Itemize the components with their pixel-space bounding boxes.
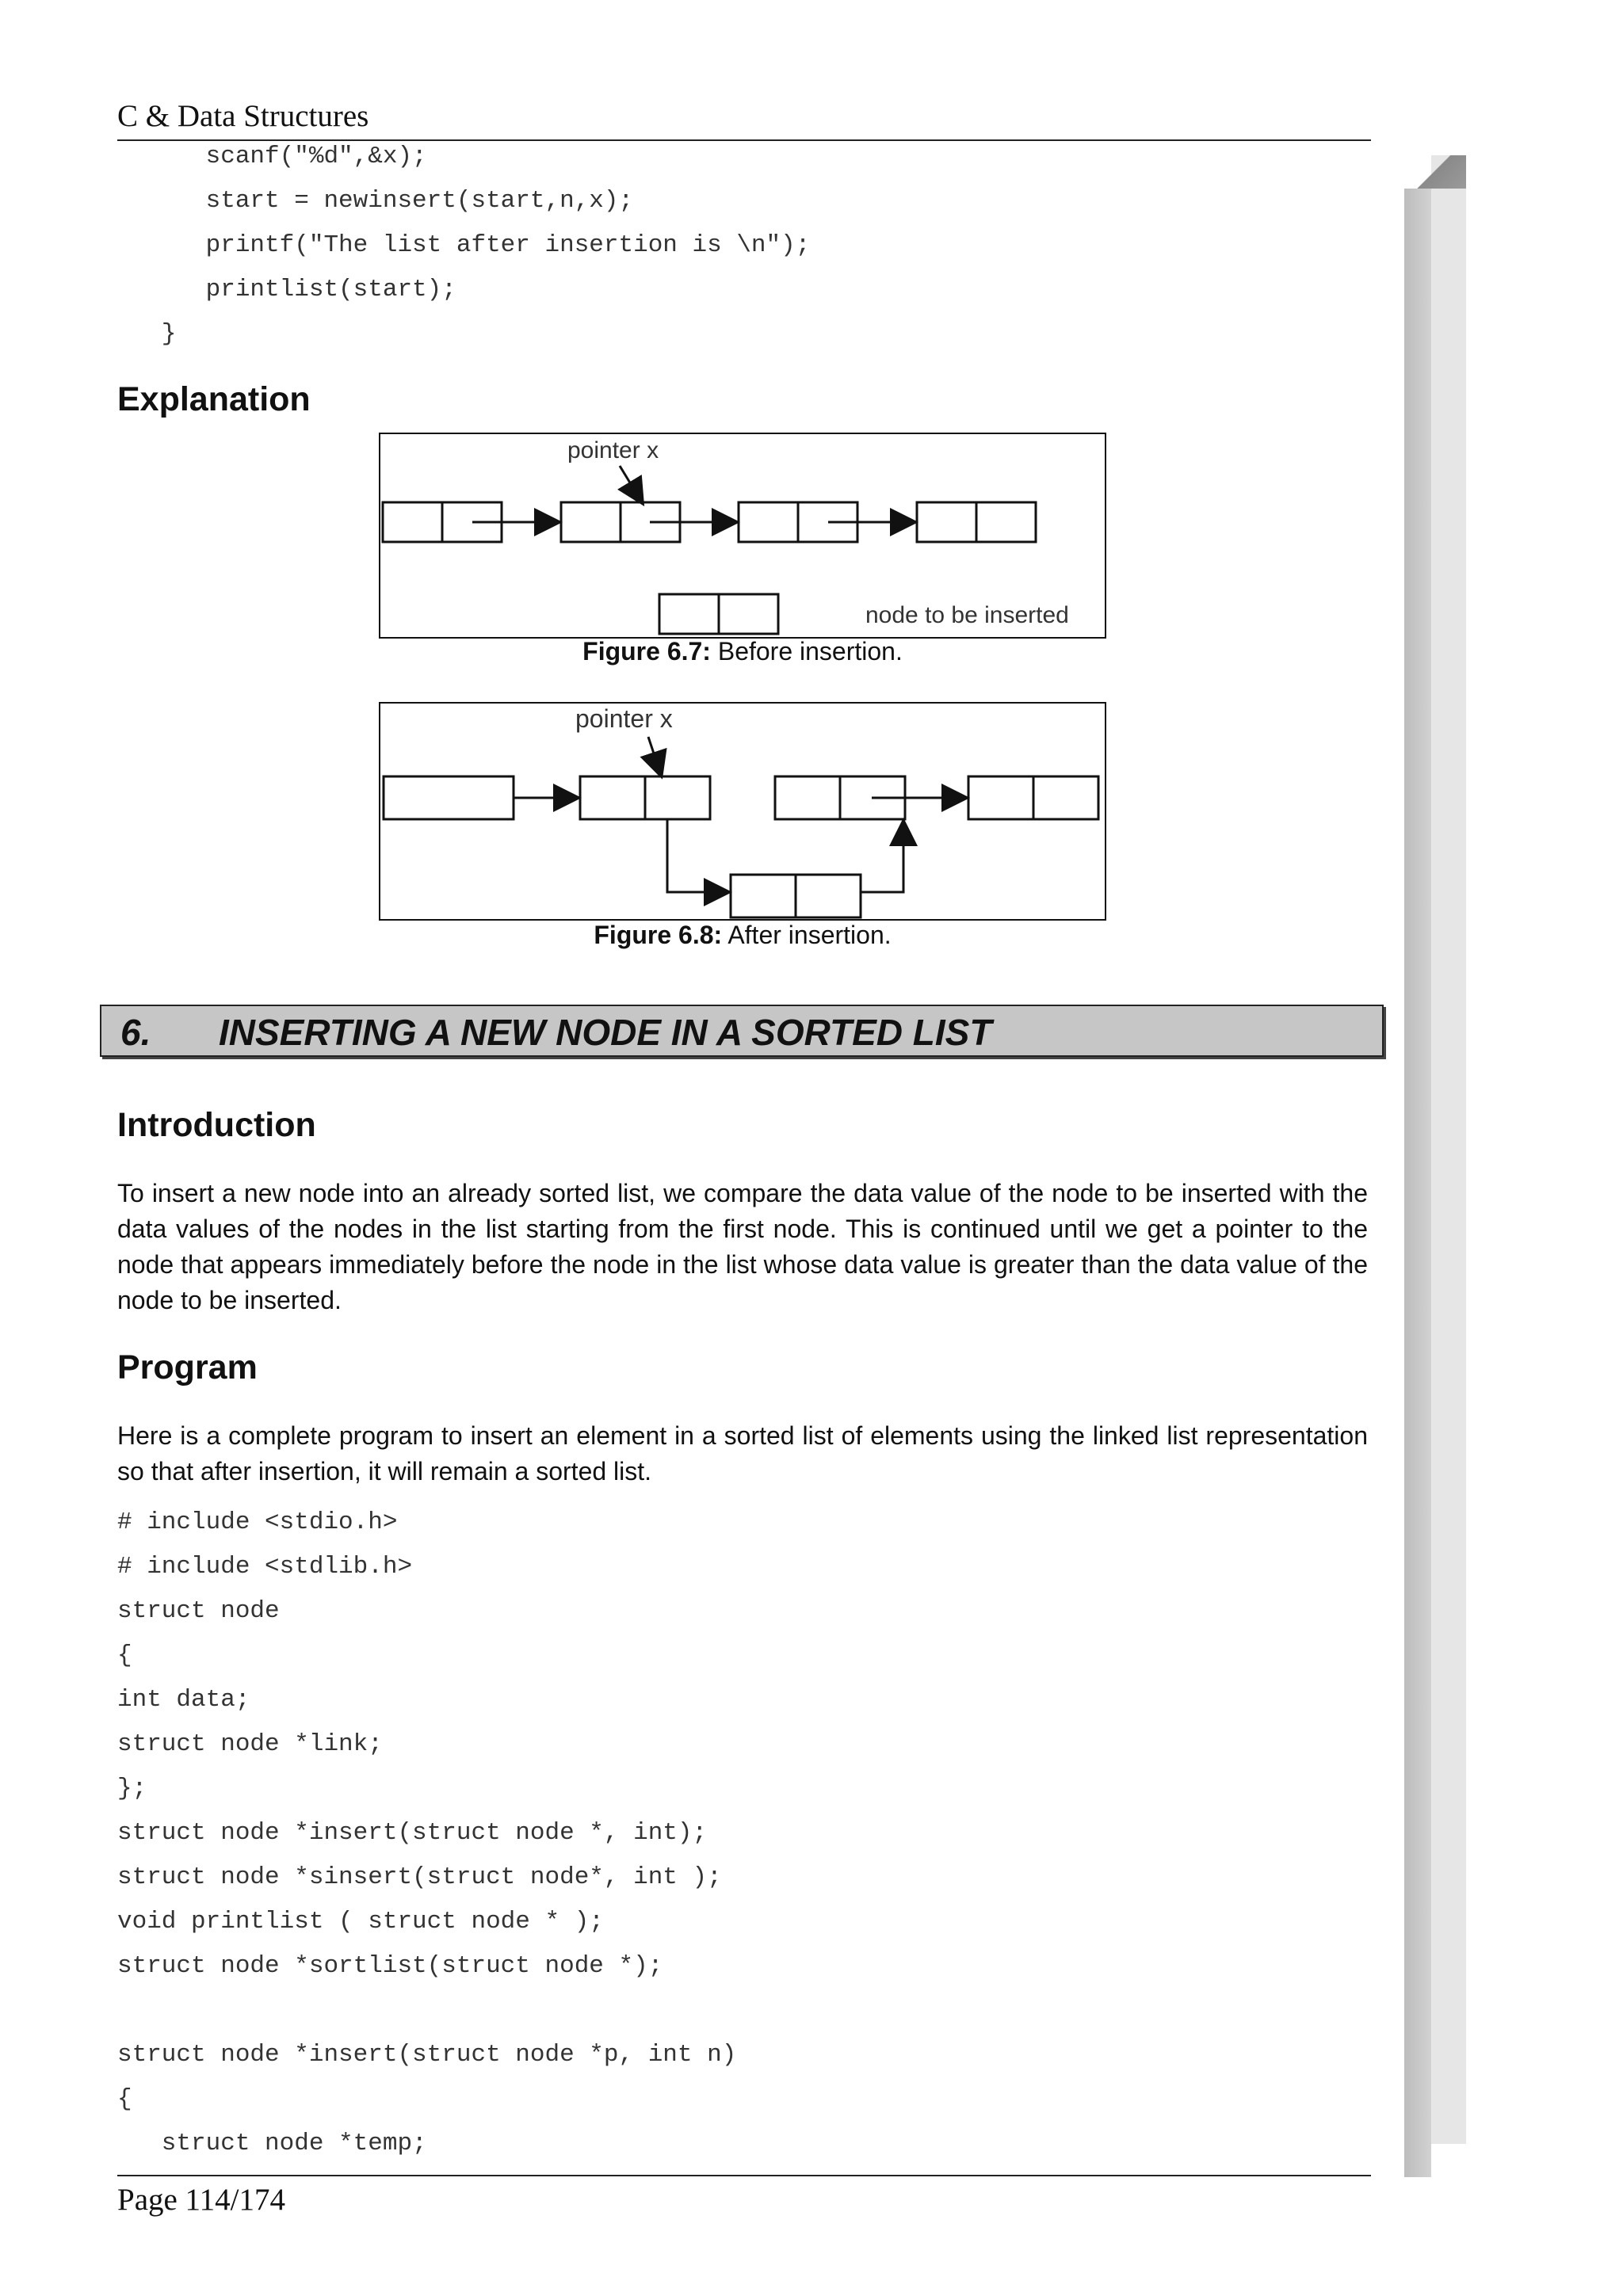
caption-bold: Figure 6.8: [594,921,723,949]
code-line: printf("The list after insertion is \n"); [117,231,811,259]
pointer-label: pointer x [575,704,673,733]
code-line: struct node *link; [117,1730,383,1758]
code-block-top [117,135,810,357]
caption-text: Before insertion. [710,637,903,666]
list-node [968,776,1098,819]
section-title: INSERTING A NEW NODE IN A SORTED LIST [219,1012,992,1053]
code-line: void printlist ( struct node * ); [117,1908,604,1936]
pointer-arrow [620,466,642,502]
code-line: struct node *insert(struct node *p, int n) [117,2041,737,2069]
code-line: int data; [117,1686,250,1714]
code-line: struct node *sortlist(struct node *); [117,1952,663,1980]
section-heading-band [100,1005,1384,1057]
section-number: 6. [120,1012,151,1053]
code-line: scanf("%d",&x); [117,143,427,170]
program-paragraph: Here is a complete program to insert an element in a sorted list of elements using the linked list representation so that after insertion, it will remain a sorted list. [117,1421,1368,1486]
introduction-heading: Introduction [117,1106,316,1144]
code-line: struct node [117,1597,280,1625]
code-line: }; [117,1775,147,1802]
code-line: start = newinsert(start,n,x); [117,187,634,215]
link-arrow [861,822,903,892]
figure-6-8-caption [379,921,1106,950]
footer-rule [117,2175,1371,2176]
code-line: } [117,320,177,348]
code-block-program [117,1501,736,2166]
page-edge-bar [1404,189,1431,2177]
explanation-heading: Explanation [117,380,311,418]
code-line: struct node *sinsert(struct node*, int ); [117,1863,722,1891]
figure-after-insertion [379,702,1106,921]
code-line: { [117,2085,132,2113]
caption-text: After insertion. [722,921,892,949]
pointer-label: pointer x [567,437,659,463]
node-label: node to be inserted [865,602,1069,628]
new-node [731,875,861,917]
introduction-paragraph: To insert a new node into an already sorted list, we compare the data value of the node to be inserted with the data values of the nodes in the list starting from the first node. This is continued until we get a pointer to the node that appears immediately before the node in the list whose data value is greater than the data value of the node to be inserted. [117,1179,1368,1314]
code-line: struct node *temp; [117,2130,427,2157]
list-node [384,776,514,819]
code-line: { [117,1642,132,1669]
code-line: struct node *insert(struct node *, int); [117,1819,708,1847]
page-number: Page 114/174 [117,2183,285,2217]
figure-6-7-caption [379,637,1106,666]
code-line: # include <stdio.h> [117,1508,398,1536]
code-line: # include <stdlib.h> [117,1553,413,1581]
program-heading: Program [117,1348,258,1386]
page-header-title: C & Data Structures [117,99,369,133]
pointer-arrow [648,737,661,775]
list-node [917,502,1036,542]
new-node [659,594,778,634]
page-edge-top [1404,155,1466,189]
list-node [580,776,710,819]
figure-before-insertion [379,433,1106,639]
page-edge-shadow [1431,155,1466,2144]
code-line: printlist(start); [117,276,456,303]
caption-bold: Figure 6.7: [582,637,711,666]
link-arrow [667,819,727,892]
